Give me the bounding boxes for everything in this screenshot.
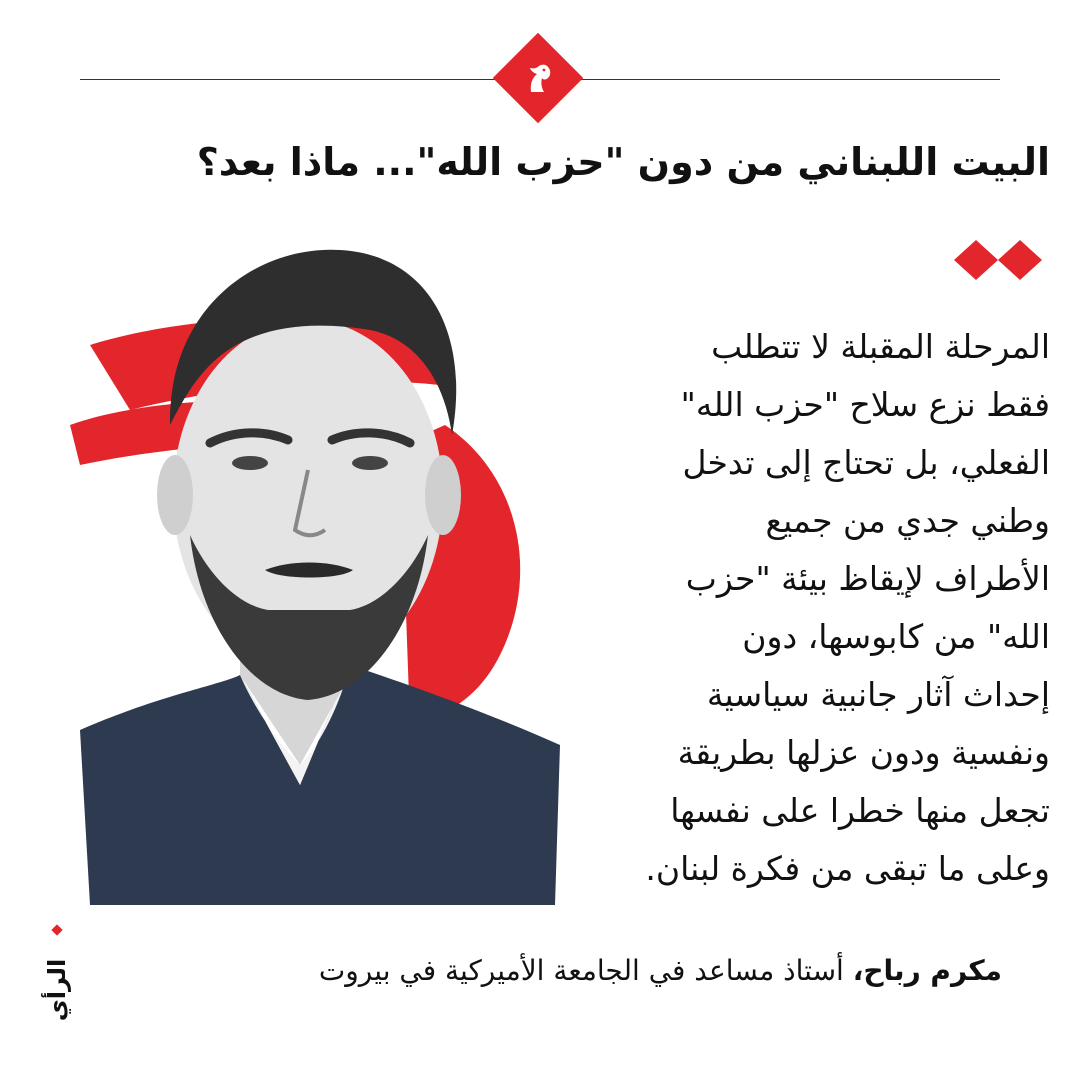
author-byline	[102, 946, 1002, 996]
horse-head-icon	[518, 58, 558, 98]
brand-dot-icon	[51, 924, 62, 935]
quote-line: وعلى ما تبقى من فكرة لبنان.	[645, 849, 1050, 888]
quote-line: فقط نزع سلاح "حزب الله"	[680, 385, 1050, 424]
portrait-illustration	[50, 225, 580, 905]
quote-line: الله" من كابوسها، دون	[742, 617, 1050, 656]
brand-wordmark: الرأي	[43, 958, 72, 1022]
quote-line: تجعل منها خطرا على نفسها	[670, 791, 1050, 830]
quote-line: الأطراف لإيقاظ بيئة "حزب	[685, 559, 1050, 598]
quote-line: المرحلة المقبلة لا تتطلب	[711, 327, 1050, 366]
author-role: أستاذ مساعد في الجامعة الأميركية في بيروت	[318, 954, 853, 987]
headline: البيت اللبناني من دون "حزب الله"... ماذا بعد؟	[196, 140, 1050, 184]
quote-line: وطني جدي من جميع	[765, 501, 1050, 540]
quote-line: ونفسية ودون عزلها بطريقة	[677, 733, 1050, 772]
brand-logo	[493, 33, 584, 124]
quote-line: الفعلي، بل تحتاج إلى تدخل	[682, 443, 1050, 482]
quote-text	[580, 318, 1050, 898]
quote-diamonds-icon	[954, 240, 1044, 280]
quote-line: إحداث آثار جانبية سياسية	[706, 675, 1050, 714]
author-name: مكرم رباح،	[852, 954, 1002, 987]
